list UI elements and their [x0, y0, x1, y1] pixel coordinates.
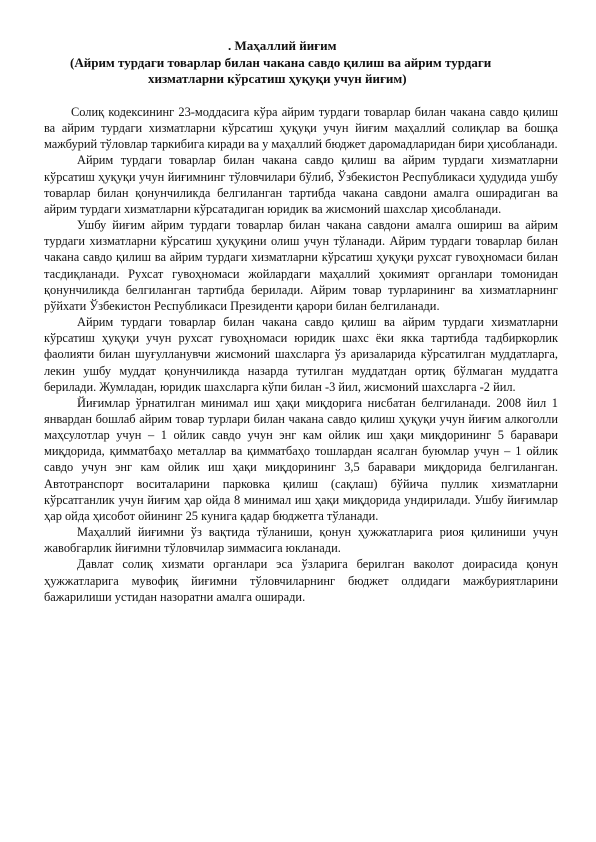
paragraph-3: Ушбу йиғим айрим турдаги товарлар билан чакана савдони амалга ошириш ва айрим турдаги хизматларни кўрсатиш ҳуқуқини олиш учун тўланади. Айрим турдаги товарлар билан чакана савдо қилиш ва айрим турдаги хизматларни кўрсатиш ҳуқуқи рухсат гувоҳномаси билан тасдиқланади. Рухсат гувоҳномаси жойлардаги маҳаллий ҳокимият органлари томонидан қонунчиликда белгиланган тартибда берилади. Айрим товар турларининг ва хизматларнинг рўйхати Ўзбекистон Республикаси Президенти қарори билан белгиланади.: [44, 218, 558, 313]
subtitle-line-2: хизматларни кўрсатиш ҳуқуқи учун йиғим): [148, 71, 407, 86]
paragraph-2: Айрим турдаги товарлар билан чакана савдо қилиш ва айрим турдаги хизматларни кўрсатиш ҳуқуқи учун йиғимнинг тўловчилари бўлиб, Ўзбекистон Республикаси ҳудудида ушбу товарлар билан қонунчиликда белгиланган тартибда чакана савдони амалга оширадиган ва айрим турдаги хизматларни кўрсатадиган юридик ва жисмоний шахслар ҳисобланади.: [44, 153, 558, 216]
paragraph-1: Солиқ кодексининг 23-моддасига кўра айрим турдаги товарлар билан чакана савдо қилиш ва айрим турдаги хизматларни кўрсатиш ҳуқуқи учун йиғим маҳаллий солиқлар ва бошқа мажбурий тўловлар таркибига киради ва у маҳаллий бюджет даромадларидан бири ҳисобланади.: [44, 105, 558, 152]
paragraph-4: Айрим турдаги товарлар билан чакана савдо қилиш ва айрим турдаги хизматларни кўрсатиш ҳуқуқи учун рухсат гувоҳномаси юридик шахс ёки якка тартибда тадбиркорлик фаолияти билан шуғулланувчи жисмоний шахсларга ўз аризаларида кўрсатилган муддатларга, лекин ушбу муддат қонунчиликда назарда тутилган муддатдан ортиқ бўлмаган муддатга берилади. Жумладан, юридик шахсларга кўпи билан -3 йил, жисмоний шахсларга -2 йил.: [44, 315, 558, 394]
paragraph-7: Давлат солиқ хизмати органлари эса ўзларига берилган ваколот доирасида қонун ҳужжатларига мувофиқ йиғимни тўловчиларнинг бюджет олдидаги мажбуриятларини бажарилиши устидан назоратни амалга оширади.: [44, 557, 558, 604]
paragraph-6: Маҳаллий йиғимни ўз вақтида тўланиши, қонун ҳужжатларига риоя қилиниши учун жавобгарлик йиғимни тўловчилар зиммасига юкланади.: [44, 525, 558, 556]
page-title: . Маҳаллий йиғим: [228, 38, 337, 53]
subtitle-line-1: (Айрим турдаги товарлар билан чакана савдо қилиш ва айрим турдаги: [70, 55, 492, 70]
document-body: [44, 104, 558, 605]
paragraph-5: Йиғимлар ўрнатилган минимал иш ҳақи миқдорига нисбатан белгиланади. 2008 йил 1 январдан бошлаб айрим товар турлари билан чакана савдо қилиш ҳуқуқи учун йиғим алкоголли маҳсулотлар учун – 1 ойлик савдо учун энг кам ойлик иш ҳақи миқдорининг 5 баравари миқдорида, қимматбаҳо металлар ва қимматбаҳо тошлардан ясалган буюмлар учун – 1 ойлик савдо учун энг кам ойлик иш ҳақи миқдорининг 3,5 баравари миқдорида белгиланган. Автотранспорт воситаларини парковка қилиш (сақлаш) бўйича пуллик хизматларни кўрсатганлик учун йиғим ҳар ойда 8 минимал иш ҳақи миқдорида ундирилади. Ушбу йиғимлар ҳар ойда ҳисобот ойининг 25 кунига қадар бюджетга тўланади.: [44, 395, 558, 523]
